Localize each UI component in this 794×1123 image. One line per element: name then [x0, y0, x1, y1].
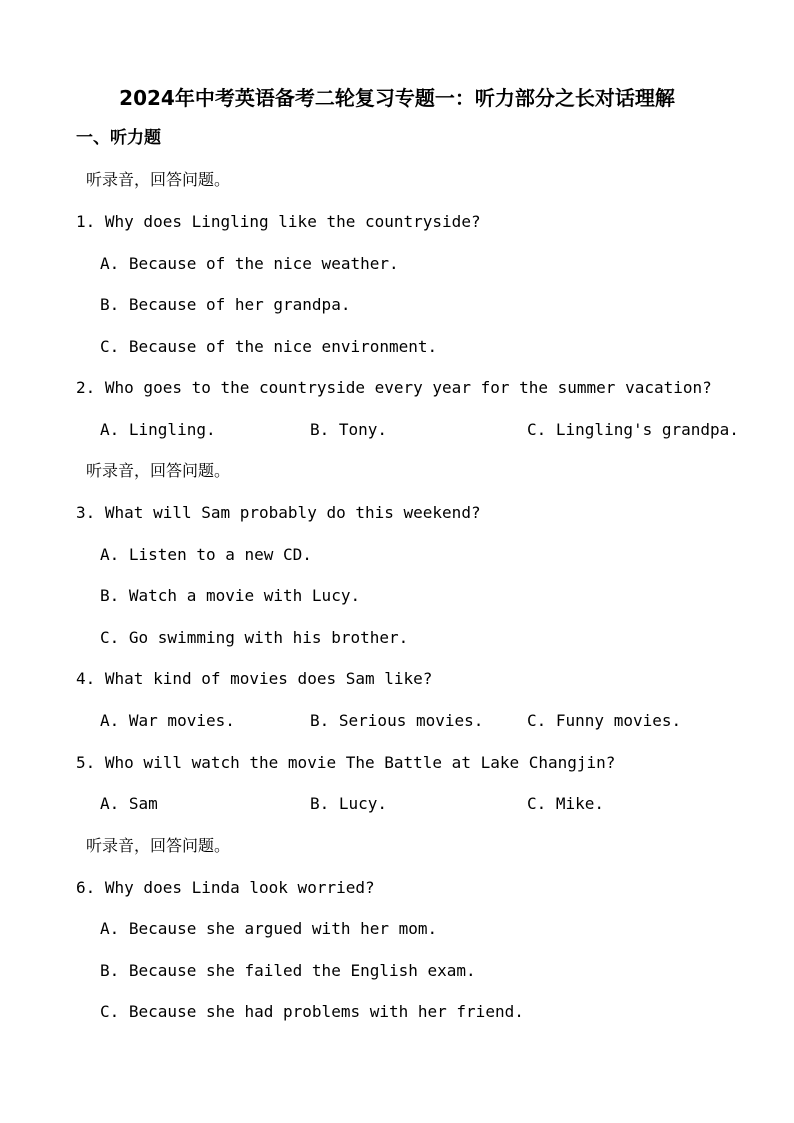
- question-5-stem: 5. Who will watch the movie The Battle at Lake Changjin?: [76, 753, 616, 772]
- question-6-stem: 6. Why does Linda look worried?: [76, 878, 375, 897]
- question-2-option-a: A. Lingling.: [100, 420, 216, 439]
- question-1-option-a: A. Because of the nice weather.: [100, 254, 399, 273]
- question-4-option-b: B. Serious movies.: [310, 711, 484, 730]
- question-3-stem: 3. What will Sam probably do this weekend?: [76, 503, 481, 522]
- question-5-option-a: A. Sam: [100, 794, 158, 813]
- listening-instruction: 听录音，回答问题。: [86, 836, 231, 855]
- section-heading: 一、听力题: [76, 128, 161, 148]
- question-2-option-c: C. Lingling's grandpa.: [527, 420, 739, 439]
- question-4-option-c: C. Funny movies.: [527, 711, 682, 730]
- page-title: 2024年中考英语备考二轮复习专题一：听力部分之长对话理解: [119, 86, 675, 110]
- question-1-option-b: B. Because of her grandpa.: [100, 295, 351, 314]
- question-5-option-b: B. Lucy.: [310, 794, 388, 813]
- question-6-option-a: A. Because she argued with her mom.: [100, 919, 438, 938]
- question-3-option-a: A. Listen to a new CD.: [100, 545, 312, 564]
- question-6-option-c: C. Because she had problems with her friend.: [100, 1002, 524, 1021]
- question-2-option-b: B. Tony.: [310, 420, 388, 439]
- question-1-stem: 1. Why does Lingling like the countryside?: [76, 212, 481, 231]
- question-2-stem: 2. Who goes to the countryside every year for the summer vacation?: [76, 378, 712, 397]
- listening-instruction: 听录音，回答问题。: [86, 461, 231, 480]
- question-4-option-a: A. War movies.: [100, 711, 235, 730]
- question-6-option-b: B. Because she failed the English exam.: [100, 961, 476, 980]
- question-5-option-c: C. Mike.: [527, 794, 605, 813]
- listening-instruction: 听录音，回答问题。: [86, 170, 231, 189]
- question-3-option-c: C. Go swimming with his brother.: [100, 628, 409, 647]
- question-3-option-b: B. Watch a movie with Lucy.: [100, 586, 361, 605]
- question-4-stem: 4. What kind of movies does Sam like?: [76, 669, 433, 688]
- question-1-option-c: C. Because of the nice environment.: [100, 337, 438, 356]
